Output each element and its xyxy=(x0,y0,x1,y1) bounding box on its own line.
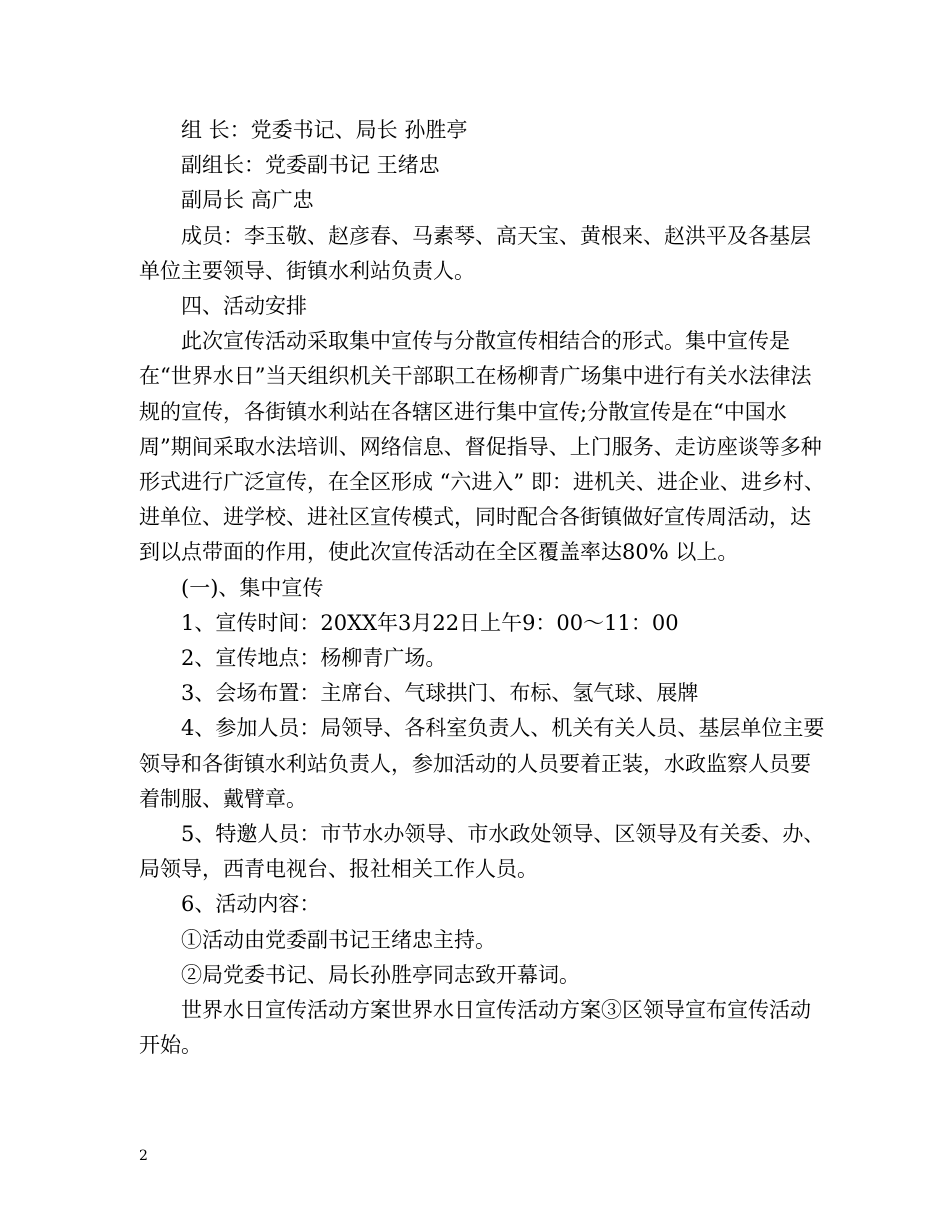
activity-step-1: ①活动由党委副书记王绪忠主持。 xyxy=(181,927,496,952)
paragraph-deputy-director: 副局长 高广忠 xyxy=(181,188,314,213)
document-body xyxy=(139,113,829,1063)
list-item-publicity-location: 2、宣传地点：杨柳青广场。 xyxy=(181,646,447,671)
paragraph-members: 成员：李玉敬、赵彦春、马素琴、高天宝、黄根来、赵洪平及各基层单位主要领导、街镇水利站负责人。 xyxy=(139,223,811,283)
paragraph-group-leader: 组 长：党委书记、局长 孙胜亭 xyxy=(181,118,468,142)
activity-step-3: 世界水日宣传活动方案世界水日宣传活动方案③区领导宣布宣传活动开始。 xyxy=(139,998,811,1058)
list-item-activity-content: 6、活动内容： xyxy=(181,892,321,917)
list-item-venue-layout: 3、会场布置：主席台、气球拱门、布标、氢气球、展牌 xyxy=(181,681,699,706)
paragraph-activity-form: 此次宣传活动采取集中宣传与分散宣传相结合的形式。集中宣传是在“世界水日”当天组织机关干部职工在杨柳青广场集中进行有关水法律法规的宣传，各街镇水利站在各辖区进行集中宣传;分散宣传是在“中国水周”期间采取水法培训、网络信息、督促指导、上门服务、走访座谈等多种形式进行广泛宣传，在全区形成 “六进入” 即：进机关、进企业、进乡村、进单位、进学校、进社区宣传模式，同时配合各街镇做好宣传周活动，达到以点带面的作用，使此次宣传活动在全区覆盖率达80% 以上。 xyxy=(139,329,825,565)
list-item-invited-guests: 5、特邀人员：市节水办领导、市水政处领导、区领导及有关委、办、局领导，西青电视台、报社相关工作人员。 xyxy=(139,822,825,882)
page-number: 2 xyxy=(139,1148,148,1164)
subsection-heading-centralized-publicity: (一)、集中宣传 xyxy=(181,575,324,600)
activity-step-2: ②局党委书记、局长孙胜亭同志致开幕词。 xyxy=(181,962,580,987)
paragraph-deputy-leader: 副组长：党委副书记 王绪忠 xyxy=(181,153,440,178)
list-item-participants: 4、参加人员：局领导、各科室负责人、机关有关人员、基层单位主要领导和各街镇水利站负责人，参加活动的人员要着正装，水政监察人员要着制服、戴臂章。 xyxy=(139,716,825,811)
section-heading-activity-arrangement: 四、活动安排 xyxy=(181,294,307,319)
list-item-publicity-time: 1、宣传时间：20XX年3月22日上午9：00～11：00 xyxy=(181,610,679,635)
